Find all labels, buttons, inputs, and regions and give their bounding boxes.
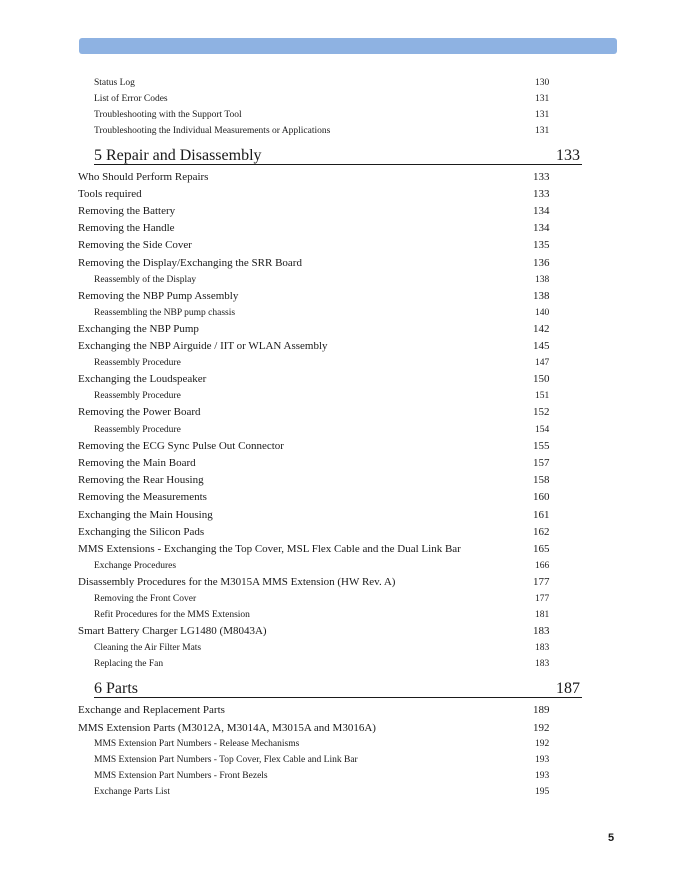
- toc-entry-page: 142: [533, 323, 550, 335]
- toc-entry-page: 193: [535, 771, 550, 781]
- toc-entry-page: 136: [533, 257, 550, 269]
- toc-entry-page: 133: [533, 171, 550, 183]
- toc-entry-title: Exchanging the NBP Pump: [78, 323, 199, 335]
- chapter-title: 6 Parts: [94, 680, 138, 697]
- toc-entry-title: Removing the Rear Housing: [78, 474, 204, 486]
- toc-entry-page: 131: [535, 110, 550, 120]
- toc-entry-title: MMS Extension Part Numbers - Release Mechanisms: [94, 739, 300, 749]
- toc-entry-page: 166: [535, 561, 550, 571]
- toc-entry-page: 195: [535, 787, 550, 797]
- toc-entry-title: Exchanging the Loudspeaker: [78, 373, 207, 385]
- chapter-page: 133: [556, 147, 580, 164]
- toc-entry-page: 138: [533, 290, 550, 302]
- toc-entry-title: Removing the Power Board: [78, 406, 201, 418]
- toc-entry-title: Troubleshooting with the Support Tool: [94, 110, 242, 120]
- toc-entry-page: 134: [533, 222, 550, 234]
- toc-entry-title: Refit Procedures for the MMS Extension: [94, 610, 250, 620]
- toc-entry-page: 131: [535, 94, 550, 104]
- toc-entry-page: 161: [533, 509, 550, 521]
- toc-entry-title: Reassembly Procedure: [94, 425, 181, 435]
- toc-entry-page: 134: [533, 205, 550, 217]
- page-number: 5: [608, 832, 615, 844]
- toc-entry-page: 177: [535, 594, 550, 604]
- toc-entry-title: Removing the Front Cover: [94, 594, 197, 604]
- toc-entry-page: 150: [533, 373, 550, 385]
- toc-entry-title: List of Error Codes: [94, 94, 168, 104]
- toc-entry-page: 157: [533, 457, 550, 469]
- toc-entry-title: Exchange and Replacement Parts: [78, 704, 225, 716]
- toc-entry-page: 177: [533, 576, 550, 588]
- toc-entry-title: Exchanging the NBP Airguide / IIT or WLAN Assembly: [78, 340, 328, 352]
- toc-entry-page: 135: [533, 239, 550, 251]
- toc-entry-page: 133: [533, 188, 550, 200]
- toc-entry-title: Disassembly Procedures for the M3015A MMS Extension (HW Rev. A): [78, 576, 396, 588]
- toc-entry-page: 154: [535, 425, 550, 435]
- toc-entry-title: Removing the Battery: [78, 205, 176, 217]
- toc-entry-page: 140: [535, 308, 550, 318]
- toc-entry-page: 147: [535, 358, 550, 368]
- toc-entry-title: Removing the ECG Sync Pulse Out Connector: [78, 440, 284, 452]
- toc-entry-title: Reassembling the NBP pump chassis: [94, 308, 236, 318]
- toc-entry-title: MMS Extension Part Numbers - Top Cover, Flex Cable and Link Bar: [94, 755, 358, 765]
- toc-entry-title: Exchanging the Silicon Pads: [78, 526, 205, 538]
- toc-entry-page: 151: [535, 391, 550, 401]
- toc-entry-page: 183: [535, 643, 550, 653]
- toc-entry-title: Reassembly of the Display: [94, 275, 197, 285]
- toc-entry-title: Removing the Handle: [78, 222, 175, 234]
- toc-entry-title: Removing the Main Board: [78, 457, 196, 469]
- chapter-rule: [94, 697, 582, 698]
- toc-entry-page: 183: [535, 659, 550, 669]
- toc-entry-page: 192: [535, 739, 550, 749]
- toc-entry-title: Troubleshooting the Individual Measurements or Applications: [94, 126, 331, 136]
- toc-entry-page: 152: [533, 406, 550, 418]
- toc-entry-title: Removing the Side Cover: [78, 239, 192, 251]
- toc-entry-title: Tools required: [78, 188, 142, 200]
- toc-entry-page: 183: [533, 625, 550, 637]
- toc-entry-page: 160: [533, 491, 550, 503]
- chapter-title: 5 Repair and Disassembly: [94, 147, 262, 164]
- toc-entry-page: 162: [533, 526, 550, 538]
- toc-entry-title: Reassembly Procedure: [94, 391, 181, 401]
- toc-entry-title: Reassembly Procedure: [94, 358, 181, 368]
- toc-entry-title: Cleaning the Air Filter Mats: [94, 643, 202, 653]
- toc-entry-title: Replacing the Fan: [94, 659, 164, 669]
- toc-entry-title: Exchange Parts List: [94, 787, 170, 797]
- toc-entry-page: 165: [533, 543, 550, 555]
- toc-entry-title: Smart Battery Charger LG1480 (M8043A): [78, 625, 267, 637]
- toc-entry-title: MMS Extensions - Exchanging the Top Cover, MSL Flex Cable and the Dual Link Bar: [78, 543, 461, 555]
- toc-entry-page: 189: [533, 704, 550, 716]
- toc-entry-page: 138: [535, 275, 550, 285]
- toc-entry-title: MMS Extension Parts (M3012A, M3014A, M3015A and M3016A): [78, 722, 376, 734]
- toc-entry-page: 181: [535, 610, 550, 620]
- toc-entry-title: Removing the NBP Pump Assembly: [78, 290, 239, 302]
- toc-entry-title: Exchange Procedures: [94, 561, 177, 571]
- toc-entry-title: Who Should Perform Repairs: [78, 171, 209, 183]
- toc-entry-page: 158: [533, 474, 550, 486]
- toc-entry-title: Removing the Measurements: [78, 491, 207, 503]
- toc-entry-page: 131: [535, 126, 550, 136]
- toc-entry-page: 145: [533, 340, 550, 352]
- chapter-page: 187: [556, 680, 580, 697]
- toc-entry-page: 193: [535, 755, 550, 765]
- toc-entry-title: MMS Extension Part Numbers - Front Bezels: [94, 771, 268, 781]
- toc-entry-page: 130: [535, 78, 550, 88]
- toc-entry-page: 155: [533, 440, 550, 452]
- toc-entry-title: Removing the Display/Exchanging the SRR Board: [78, 257, 302, 269]
- toc-entry-title: Status Log: [94, 78, 135, 88]
- toc-entry-title: Exchanging the Main Housing: [78, 509, 213, 521]
- toc-entry-page: 192: [533, 722, 550, 734]
- chapter-rule: [94, 164, 582, 165]
